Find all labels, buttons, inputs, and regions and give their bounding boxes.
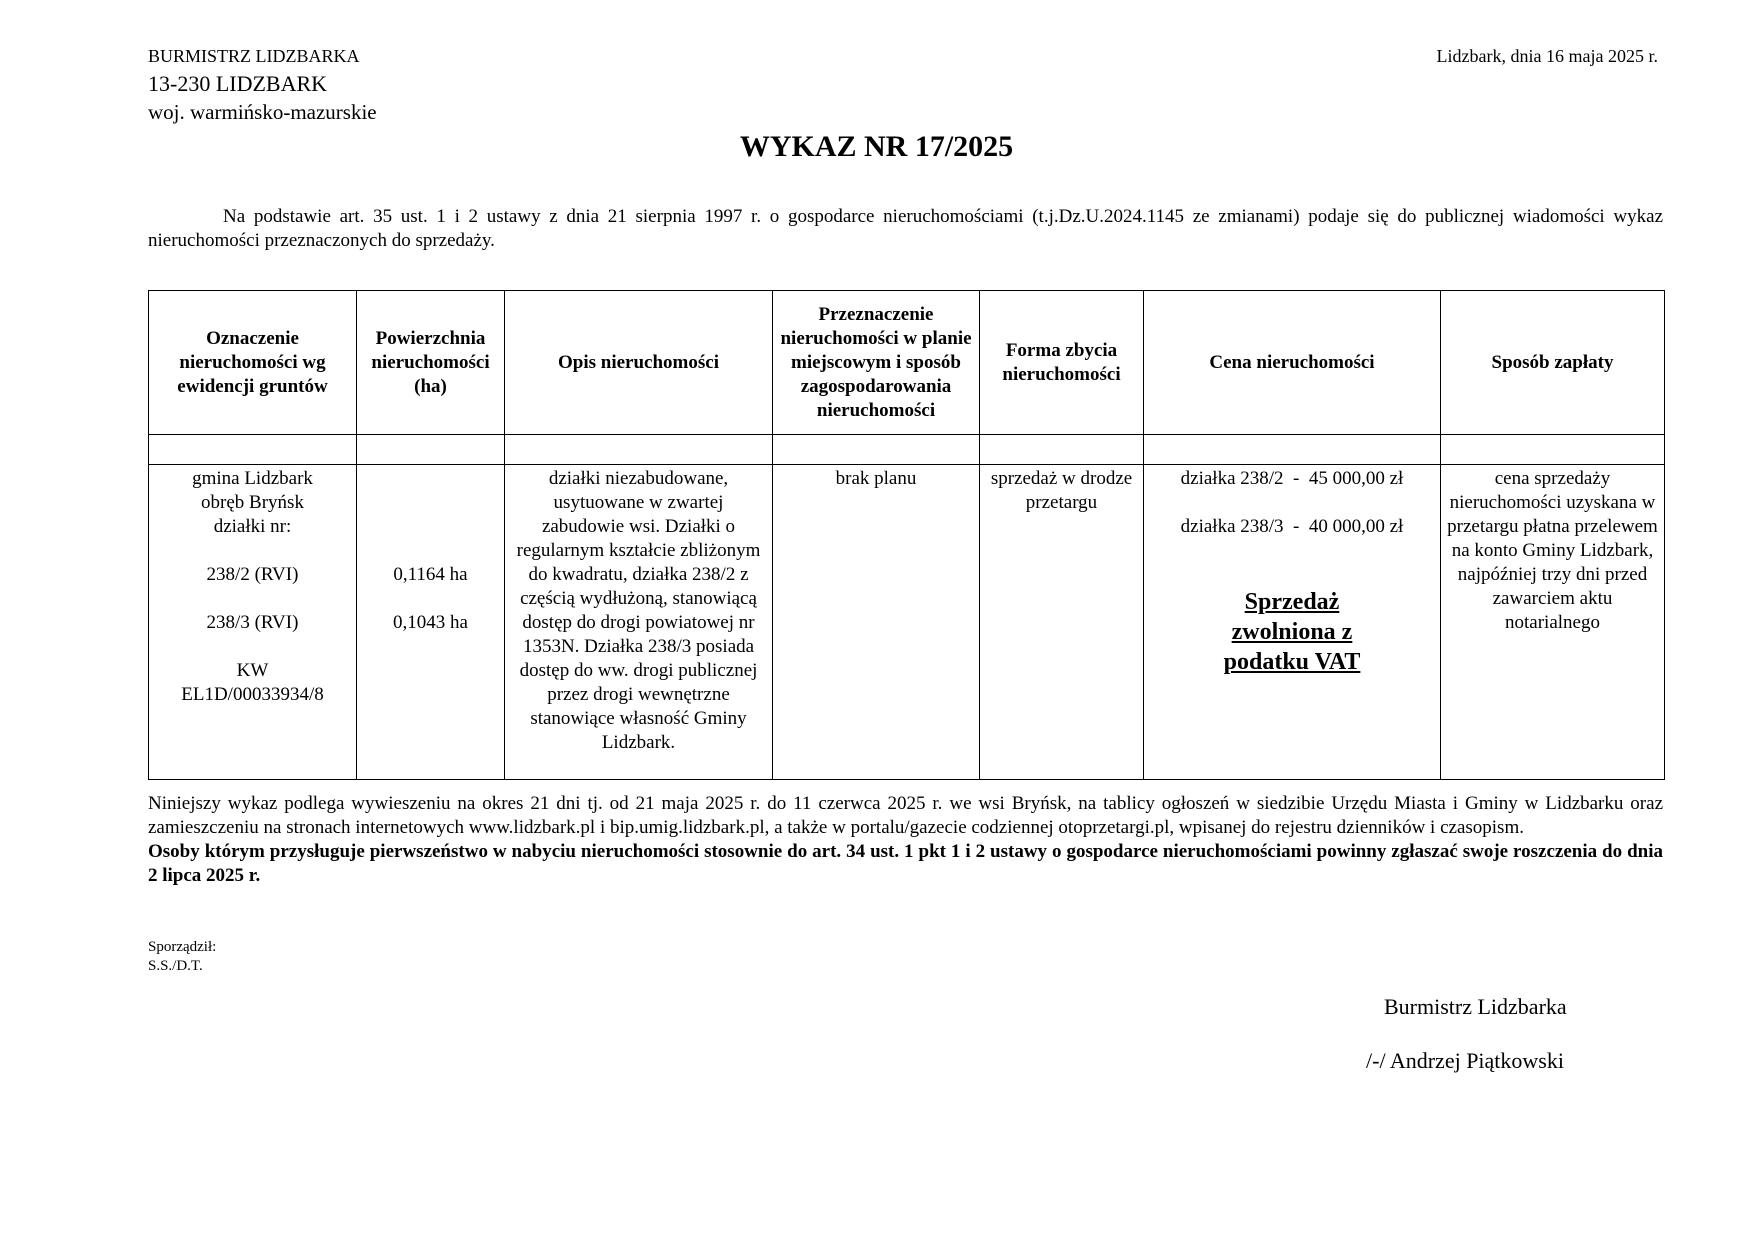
footer-notice <box>148 792 1663 888</box>
cell-sale-form: sprzedaż w drodze przetargu <box>980 465 1144 780</box>
prepared-label: Sporządził: <box>148 939 217 955</box>
cell-price <box>1144 465 1441 780</box>
table-header-row <box>149 291 1665 435</box>
header-designation: Oznaczenie nieruchomości wg ewidencji gruntów <box>149 291 357 435</box>
area-2: 0,1043 ha <box>393 612 468 633</box>
table-spacer-row <box>149 435 1665 465</box>
cell-area <box>357 465 505 780</box>
property-table <box>148 290 1665 780</box>
location-line: obręb Bryńsk <box>201 492 304 513</box>
cell-designation <box>149 465 357 780</box>
vat-exemption-note: Sprzedaż zwolniona z podatku VAT <box>1223 589 1361 675</box>
parcel-1: 238/2 (RVI) <box>206 564 299 585</box>
signature-title: Burmistrz Lidzbarka <box>1384 994 1567 1019</box>
cell-purpose: brak planu <box>773 465 980 780</box>
signature-name: /-/ Andrzej Piątkowski <box>1366 1048 1564 1073</box>
header-payment: Sposób zapłaty <box>1441 291 1665 435</box>
region: woj. warmińsko-mazurskie <box>148 100 377 124</box>
location-line: gmina Lidzbark <box>192 468 313 489</box>
price-2: działka 238/3 - 40 000,00 zł <box>1180 516 1404 537</box>
price-1: działka 238/2 - 45 000,00 zł <box>1180 468 1404 489</box>
header-description: Opis nieruchomości <box>505 291 773 435</box>
prepared-by <box>148 938 216 976</box>
parcel-2: 238/3 (RVI) <box>206 612 299 633</box>
cell-payment: cena sprzedaży nieruchomości uzyskana w przetargu płatna przelewem na konto Gminy Lidzbark, najpóźniej trzy dni przed zawarciem aktu notarialnego <box>1441 465 1665 780</box>
header-area: Powierzchnia nieruchomości (ha) <box>357 291 505 435</box>
table-row <box>149 465 1665 780</box>
authority-name: BURMISTRZ LIDZBARKA <box>148 46 360 66</box>
kw-label: KW <box>236 660 269 681</box>
document-date: Lidzbark, dnia 16 maja 2025 r. <box>1436 46 1658 66</box>
kw-number: EL1D/00033934/8 <box>181 684 324 705</box>
area-1: 0,1164 ha <box>393 564 468 585</box>
document-title: WYKAZ NR 17/2025 <box>739 130 1014 163</box>
header-purpose: Przeznaczenie nieruchomości w planie miejscowym i sposób zagospodarowania nieruchomości <box>773 291 980 435</box>
posting-notice: Niniejszy wykaz podlega wywieszeniu na okres 21 dni tj. od 21 maja 2025 r. do 11 czerwca 2025 r. we wsi Bryńsk, na tablicy ogłoszeń w siedzibie Urzędu Miasta i Gminy w Lidzbarku oraz zamieszczeniu na stronach internetowych www.lidzbark.pl i bip.umig.lidzbark.pl, a także w portalu/gazecie codziennej otoprzetargi.pl, wpisanej do rejestru dzienników i czasopism. <box>148 793 1663 838</box>
location-line: działki nr: <box>213 516 292 537</box>
cell-description: działki niezabudowane, usytuowane w zwartej zabudowie wsi. Działki o regularnym kształcie zbliżonym do kwadratu, działka 238/2 z częścią wydłużoną, stanowiącą dostęp do drogi powiatowej nr 1353N. Działka 238/3 posiada dostęp do ww. drogi publicznej przez drogi wewnętrzne stanowiące własność Gminy Lidzbark. <box>505 465 773 780</box>
intro-paragraph: Na podstawie art. 35 ust. 1 i 2 ustawy z dnia 21 sierpnia 1997 r. o gospodarce nieruchomościami (t.j.Dz.U.2024.1145 ze zmianami) podaje się do publicznej wiadomości wykaz nieruchomości przeznaczonych do sprzedaży. <box>148 206 1663 251</box>
postal-address: 13-230 LIDZBARK <box>148 71 328 96</box>
prepared-initials: S.S./D.T. <box>148 958 203 974</box>
header-sale-form: Forma zbycia nieruchomości <box>980 291 1144 435</box>
priority-notice: Osoby którym przysługuje pierwszeństwo w nabyciu nieruchomości stosownie do art. 34 ust. 1 pkt 1 i 2 ustawy o gospodarce nieruchomościami powinny zgłaszać swoje roszczenia do dnia 2 lipca 2025 r. <box>148 841 1663 886</box>
header-price: Cena nieruchomości <box>1144 291 1441 435</box>
